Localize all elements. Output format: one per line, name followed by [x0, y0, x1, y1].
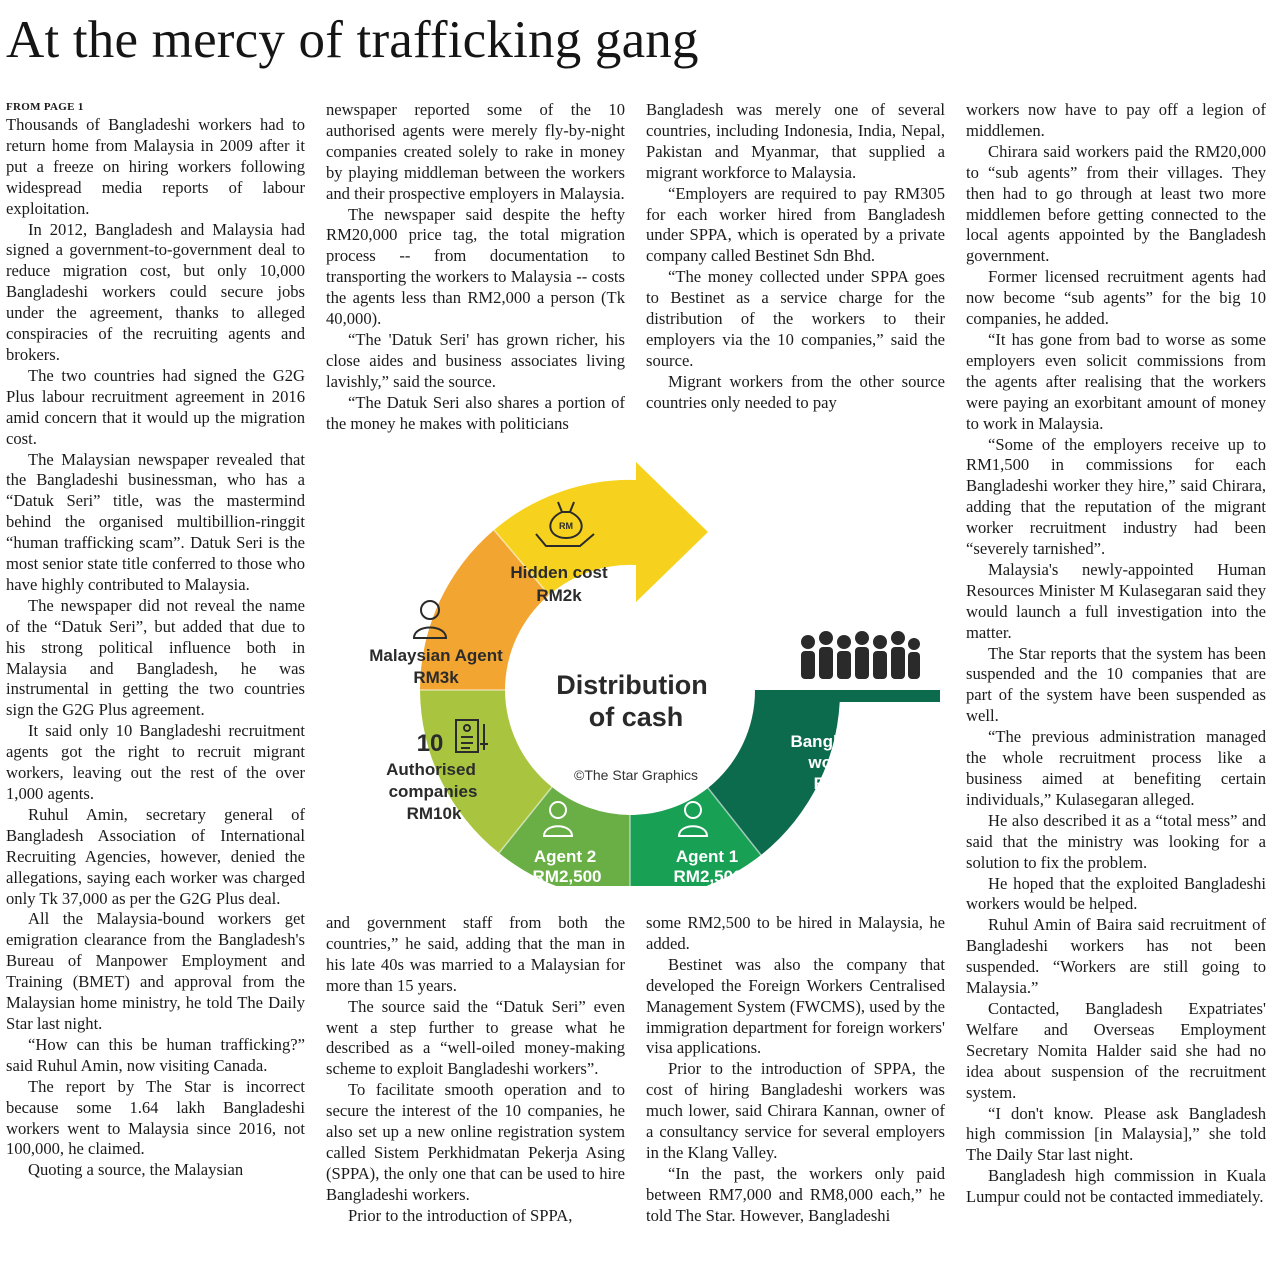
paragraph: Ruhul Amin, secretary general of Bangladesh Association of International Recruiting Agencies, however, denied the allegations, saying each worker was charged only Tk 37,000 as per the G2G Plus deal.: [6, 804, 305, 908]
kicker-from-page: FROM PAGE 1: [6, 101, 84, 113]
paragraph: newspaper reported some of the 10 authorised agents were merely fly-by-night companies created solely to rake in money by playing middleman between the workers and their prospective employers in Malaysia.: [326, 100, 625, 203]
paragraph: “The previous administration managed the whole recruitment process like a business aimed at benefiting certain individuals,” Kulasegaran alleged.: [966, 727, 1266, 809]
paragraph: The Malaysian newspaper revealed that the Bangladeshi businessman, who has a “Datuk Seri” title, was the mastermind behind the organised multibillion-ringgit “human trafficking scam”. Datuk Seri is the most senior state title conferred to those who have highly contributed to Malaysia.: [6, 449, 305, 594]
graphic-title-line1: Distribution: [556, 670, 708, 700]
workers-group-icon: [801, 631, 920, 679]
paragraph: “Some of the employers receive up to RM1,500 in commissions for each Bangladeshi worker they hire,” said Chirara, adding that the reputation of the migrant worker recruitment industry had been “severely tarnished”.: [966, 434, 1266, 559]
paragraph: The newspaper did not reveal the name of the “Datuk Seri”, but added that due to his strong political influence both in Malaysia and Bangladesh, he was instrumental in getting the two countries sign the G2G Plus agreement.: [6, 595, 305, 720]
agent1-label: Agent 1: [675, 847, 739, 866]
authorised-value: RM10k: [406, 804, 462, 823]
paragraph: To facilitate smooth operation and to secure the interest of the 10 companies, he also set up a new online registration system called Sistem Perkhidmatan Pekerja Asing (SPPA), the only one that can be used to hire Bangladeshi workers.: [326, 1080, 625, 1204]
headline: At the mercy of trafficking gang: [6, 11, 699, 69]
paragraph: “I don't know. Please ask Bangladesh high commission [in Malaysia],” she told The Daily Star last night.: [966, 1103, 1266, 1165]
paragraph: “Employers are required to pay RM305 for each worker hired from Bangladesh under SPPA, which is operated by a private company called Bestinet Sdn Bhd.: [646, 183, 945, 266]
paragraph: The two countries had signed the G2G Plus labour recruitment agreement in 2016 amid concern that it would up the migration cost.: [6, 365, 305, 448]
distribution-of-cash-graphic: [340, 462, 940, 886]
paragraph: “The 'Datuk Seri' has grown richer, his close aides and business associates living lavishly,” said the source.: [326, 329, 625, 391]
paragraph: and government staff from both the countries,” he said, adding that the man in his late 40s was married to a Malaysian for more than 15 years.: [326, 913, 625, 995]
paragraph: workers now have to pay off a legion of middlemen.: [966, 100, 1266, 140]
malaysian-agent-value: RM3k: [413, 668, 459, 687]
hidden-cost-value: RM2k: [536, 586, 582, 605]
paragraph: Contacted, Bangladesh Expatriates' Welfare and Overseas Employment Secretary Nomita Halder said she had no idea about suspension of the recruitment system.: [966, 998, 1266, 1102]
paragraph: some RM2,500 to be hired in Malaysia, he added.: [646, 913, 945, 953]
paragraph: Former licensed recruitment agents had now become “sub agents” for the big 10 companies, he added.: [966, 267, 1266, 329]
article-column-1: [6, 100, 305, 1270]
paragraph: Thousands of Bangladeshi workers had to return home from Malaysia in 2009 after it put a freeze on hiring workers following widespread media reports of labour exploitation.: [6, 115, 305, 218]
article-column-3-top: [646, 100, 945, 456]
workers-label-line2: workers: [808, 753, 874, 772]
article-column-2-top: [326, 100, 625, 456]
paragraph: Bangladesh high commission in Kuala Lumpur could not be contacted immediately.: [966, 1166, 1266, 1207]
paragraph: Prior to the introduction of SPPA,: [348, 1205, 573, 1225]
paragraph: Chirara said workers paid the RM20,000 to “sub agents” from their villages. They then had to go through at least two more middlemen before getting connected to the local agents appointed by the Bangladesh government.: [966, 141, 1266, 266]
paragraph: Ruhul Amin of Baira said recruitment of Bangladeshi workers has not been suspended. “Workers are still going to Malaysia.”: [966, 915, 1266, 998]
agent2-label: Agent 2: [533, 847, 597, 866]
workers-label-line1: Bangladeshi: [790, 732, 892, 751]
agent2-value: RM2,500: [532, 867, 602, 886]
graphic-credit: ©The Star Graphics: [574, 767, 698, 783]
paragraph: “In the past, the workers only paid between RM7,000 and RM8,000 each,” he told The Star. However, Bangladeshi: [646, 1163, 945, 1225]
paragraph: The newspaper said despite the hefty RM20,000 price tag, the total migration process -- from documentation to transporting the workers to Malaysia -- costs the agents less than RM2,000 a person (Tk 40,000).: [326, 204, 625, 329]
paragraph: Malaysia's newly-appointed Human Resources Minister M Kulasegaran said they would launch a full investigation into the matter.: [966, 559, 1266, 642]
authorised-label-line1: Authorised: [386, 760, 476, 779]
paragraph: It said only 10 Bangladeshi recruitment agents got the right to recruit migrant workers, leaving out the rest of the over 1,000 agents.: [6, 721, 305, 803]
hidden-cost-label: Hidden cost: [510, 563, 608, 582]
paragraph: In 2012, Bangladesh and Malaysia had signed a government-to-government deal to reduce migration cost, but only 10,000 Bangladeshi workers could secure jobs under the agreement, thanks to alleged conspiracies of the recruiting agents and brokers.: [6, 219, 305, 364]
paragraph: All the Malaysia-bound workers get emigration clearance from the Bangladesh's Bureau of Manpower Employment and Training (BMET) and approval from the Malaysian home ministry, he told The Daily Star last night.: [6, 909, 305, 1033]
paragraph: Bangladesh was merely one of several countries, including Indonesia, India, Nepal, Pakistan and Myanmar, that supplied a migrant workforce to Malaysia.: [646, 100, 945, 182]
paragraph: “The Datuk Seri also shares a portion of the money he makes with politicians: [326, 392, 625, 433]
paragraph: The Star reports that the system has been suspended and the 10 companies that are part of the system have been suspended as well.: [966, 643, 1266, 726]
paragraph: Bestinet was also the company that developed the Foreign Workers Centralised Management System (FWCMS), used by the immigration department for foreign workers' visa applications.: [646, 954, 945, 1058]
paragraph: “How can this be human trafficking?” said Ruhul Amin, now visiting Canada.: [6, 1034, 305, 1075]
article-column-2-bottom: [326, 913, 625, 1270]
graphic-title-line2: of cash: [588, 702, 684, 732]
paragraph: He also described it as a “total mess” and said that the ministry was looking for a solution to fix the problem.: [966, 810, 1266, 872]
workers-value: RM20k: [813, 774, 869, 793]
workers-base-block: [755, 690, 940, 702]
paragraph: “It has gone from bad to worse as some employers even solicit commissions from the agents after realising that the workers were paying an exorbitant amount of money to work in Malaysia.: [966, 329, 1266, 433]
paragraph: The source said the “Datuk Seri” even went a step further to grease what he described as a “well-oiled money-making scheme to exploit Bangladeshi workers”.: [326, 996, 625, 1079]
moneybag-label: RM: [559, 521, 573, 531]
malaysian-agent-label: Malaysian Agent: [369, 646, 503, 665]
paragraph: “The money collected under SPPA goes to Bestinet as a service charge for the distribution of the workers to their employers via the 10 companies,” said the source.: [646, 267, 945, 370]
paragraph: He hoped that the exploited Bangladeshi workers would be helped.: [966, 873, 1266, 914]
paragraph: The report by The Star is incorrect because some 1.64 lakh Bangladeshi workers went to Malaysia since 2016, not 100,000, he claimed.: [6, 1076, 305, 1159]
paragraph: Quoting a source, the Malaysian: [28, 1160, 244, 1180]
paragraph: Migrant workers from the other source countries only needed to pay: [646, 371, 945, 412]
agent1-value: RM2,500: [673, 867, 743, 886]
article-column-4: [966, 100, 1266, 1270]
authorised-label-line2: companies: [388, 782, 478, 801]
paragraph: Prior to the introduction of SPPA, the cost of hiring Bangladeshi workers was much lower, said Chirara Kannan, owner of a consultancy service for several employers in the Klang Valley.: [646, 1059, 945, 1162]
article-column-3-bottom: [646, 913, 945, 1270]
authorised-number: 10: [416, 730, 444, 757]
